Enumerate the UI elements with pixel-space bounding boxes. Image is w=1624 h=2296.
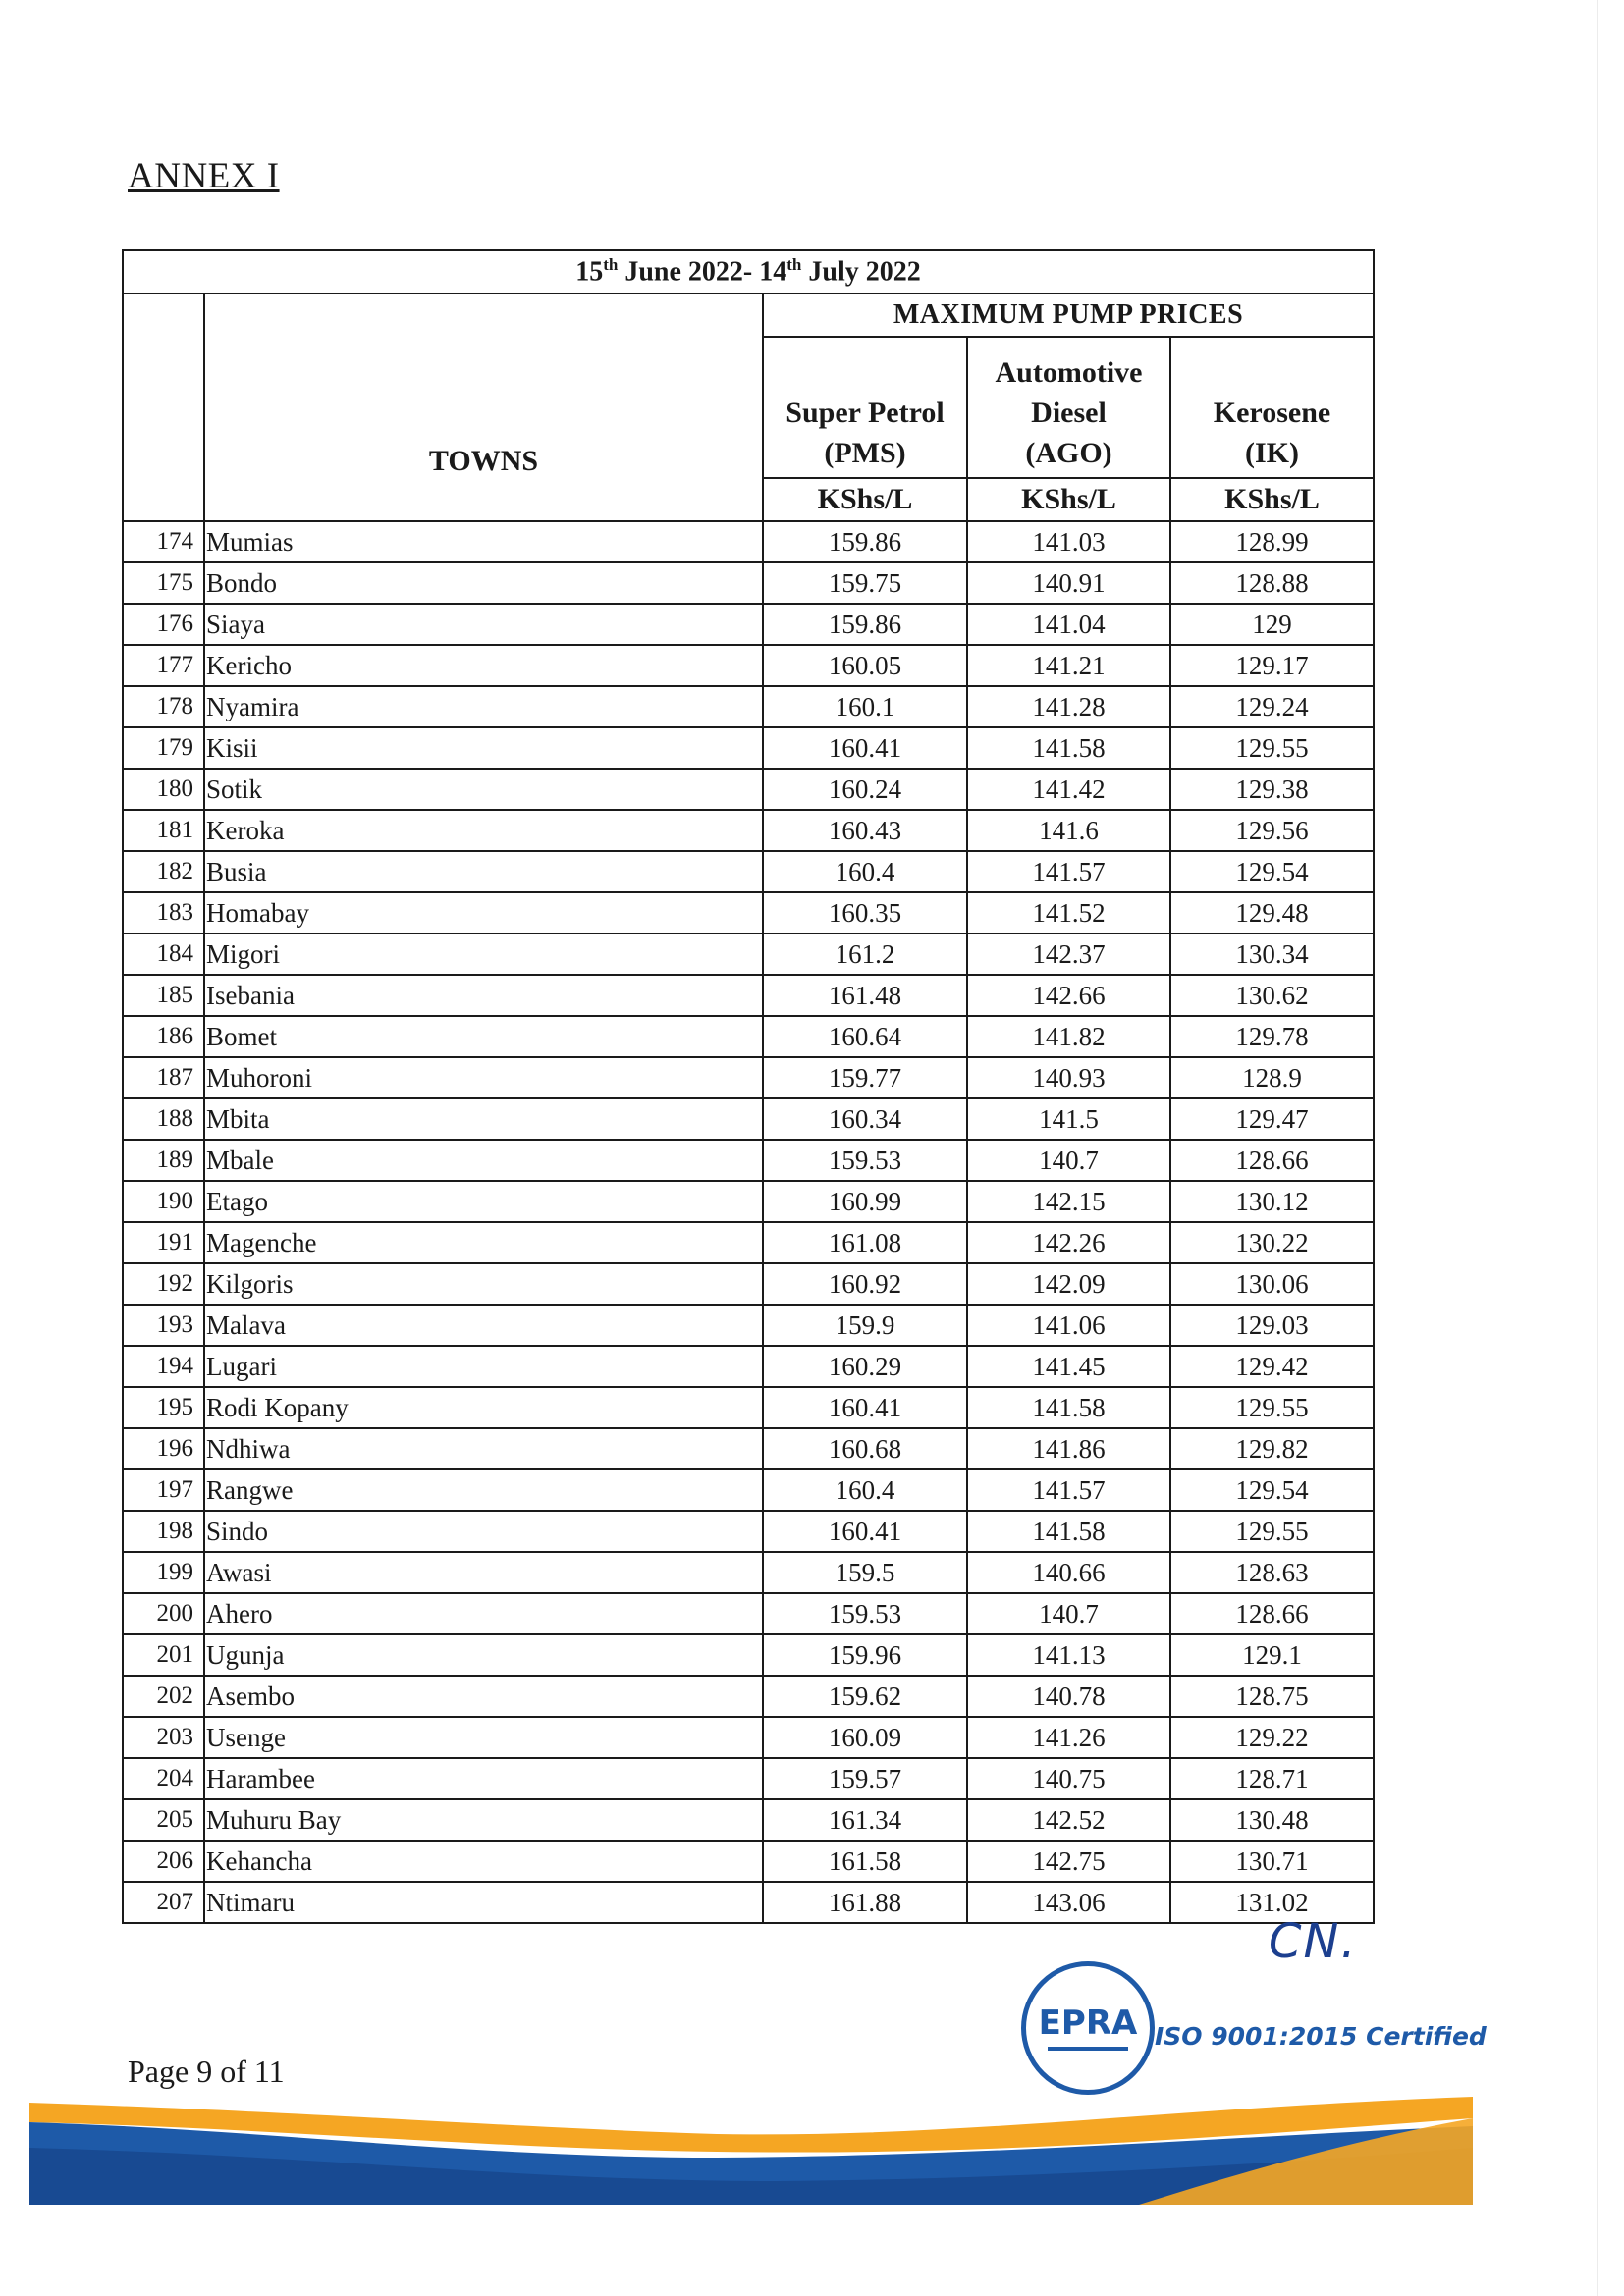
row-number: 177 [123,645,204,686]
price-pms: 159.86 [763,521,967,562]
price-ik: 131.02 [1170,1882,1374,1923]
price-pms: 159.75 [763,562,967,604]
price-pms: 161.48 [763,975,967,1016]
product-ik-line2: Kerosene [1213,397,1331,429]
price-pms: 160.34 [763,1098,967,1140]
product-header-ago [967,337,1170,478]
table-row [123,1717,1374,1758]
scan-edge [1597,0,1598,2296]
row-number: 199 [123,1552,204,1593]
price-ik: 129.42 [1170,1346,1374,1387]
table-row [123,1511,1374,1552]
price-ik: 130.22 [1170,1222,1374,1263]
towns-header: TOWNS [204,294,763,521]
price-ago: 141.58 [967,727,1170,769]
price-ago: 142.66 [967,975,1170,1016]
table-row [123,1057,1374,1098]
town-name: Muhuru Bay [204,1799,763,1841]
row-number: 197 [123,1469,204,1511]
row-number: 182 [123,851,204,892]
price-pms: 159.62 [763,1676,967,1717]
row-number: 192 [123,1263,204,1305]
row-number: 203 [123,1717,204,1758]
price-ik: 130.12 [1170,1181,1374,1222]
town-name: Busia [204,851,763,892]
product-header-pms [763,337,967,478]
footer-wave-graphic [29,2079,1483,2216]
price-pms: 159.9 [763,1305,967,1346]
table-row [123,975,1374,1016]
price-pms: 159.86 [763,604,967,645]
price-pms: 161.58 [763,1841,967,1882]
table-row [123,1263,1374,1305]
price-ago: 141.03 [967,521,1170,562]
table-row [123,1387,1374,1428]
price-ago: 140.7 [967,1140,1170,1181]
town-name: Bondo [204,562,763,604]
row-number: 195 [123,1387,204,1428]
table-row [123,1305,1374,1346]
town-name: Keroka [204,810,763,851]
price-ik: 128.88 [1170,562,1374,604]
price-ago: 142.52 [967,1799,1170,1841]
row-number: 175 [123,562,204,604]
price-ik: 130.62 [1170,975,1374,1016]
town-name: Asembo [204,1676,763,1717]
price-ago: 141.5 [967,1098,1170,1140]
price-ik: 129.54 [1170,851,1374,892]
table-row [123,1098,1374,1140]
row-number: 202 [123,1676,204,1717]
table-row [123,1469,1374,1511]
price-ik: 129.17 [1170,645,1374,686]
town-name: Isebania [204,975,763,1016]
table-row [123,1799,1374,1841]
row-number: 184 [123,934,204,975]
town-name: Kilgoris [204,1263,763,1305]
table-row [123,769,1374,810]
town-name: Magenche [204,1222,763,1263]
row-number: 196 [123,1428,204,1469]
table-row [123,1552,1374,1593]
period-start-day: 15 [575,256,604,288]
town-name: Mumias [204,521,763,562]
price-ago: 141.28 [967,686,1170,727]
price-pms: 160.99 [763,1181,967,1222]
town-name: Ndhiwa [204,1428,763,1469]
town-name: Sindo [204,1511,763,1552]
row-number: 178 [123,686,204,727]
logo-underline [1048,2047,1128,2051]
table-row [123,851,1374,892]
page-number: Page 9 of 11 [128,2054,285,2089]
town-name: Malava [204,1305,763,1346]
town-name: Sotik [204,769,763,810]
unit-header-ago: KShs/L [967,478,1170,521]
table-row [123,1140,1374,1181]
row-number: 179 [123,727,204,769]
price-ik: 128.71 [1170,1758,1374,1799]
product-pms-line3: (PMS) [824,437,906,469]
row-number: 186 [123,1016,204,1057]
table-row [123,1634,1374,1676]
price-pms: 160.1 [763,686,967,727]
price-pms: 159.57 [763,1758,967,1799]
price-ago: 141.26 [967,1717,1170,1758]
table-row [123,1841,1374,1882]
product-pms-line2: Super Petrol [785,397,945,429]
town-name: Ugunja [204,1634,763,1676]
epra-logo [1021,1961,1155,2095]
price-pms: 159.96 [763,1634,967,1676]
price-ago: 141.21 [967,645,1170,686]
price-ago: 142.15 [967,1181,1170,1222]
price-pms: 161.88 [763,1882,967,1923]
price-ago: 141.58 [967,1387,1170,1428]
table-row [123,1593,1374,1634]
town-name: Usenge [204,1717,763,1758]
price-ago: 141.82 [967,1016,1170,1057]
price-pms: 160.35 [763,892,967,934]
town-name: Rangwe [204,1469,763,1511]
table-row [123,1882,1374,1923]
unit-header-pms: KShs/L [763,478,967,521]
product-header-ik [1170,337,1374,478]
price-ik: 128.66 [1170,1140,1374,1181]
unit-header-ik: KShs/L [1170,478,1374,521]
price-ik: 128.66 [1170,1593,1374,1634]
town-name: Nyamira [204,686,763,727]
town-name: Bomet [204,1016,763,1057]
price-pms: 161.08 [763,1222,967,1263]
table-row [123,1016,1374,1057]
price-ik: 130.71 [1170,1841,1374,1882]
town-name: Lugari [204,1346,763,1387]
pricing-period [123,250,1374,294]
table-row [123,1181,1374,1222]
price-ik: 130.06 [1170,1263,1374,1305]
table-row [123,1428,1374,1469]
price-ik: 129.56 [1170,810,1374,851]
price-ago: 141.57 [967,1469,1170,1511]
price-ik: 129.47 [1170,1098,1374,1140]
row-number: 190 [123,1181,204,1222]
price-pms: 159.53 [763,1140,967,1181]
town-name: Harambee [204,1758,763,1799]
town-name: Homabay [204,892,763,934]
row-number: 194 [123,1346,204,1387]
price-ago: 141.86 [967,1428,1170,1469]
price-ik: 129.24 [1170,686,1374,727]
product-ik-line3: (IK) [1245,437,1299,469]
price-ago: 143.06 [967,1882,1170,1923]
price-ago: 141.06 [967,1305,1170,1346]
town-name: Kehancha [204,1841,763,1882]
price-ago: 141.57 [967,851,1170,892]
row-number: 176 [123,604,204,645]
row-number: 188 [123,1098,204,1140]
price-ik: 129.55 [1170,1511,1374,1552]
table-row [123,934,1374,975]
row-number: 181 [123,810,204,851]
row-number: 198 [123,1511,204,1552]
town-name: Awasi [204,1552,763,1593]
table-row [123,1346,1374,1387]
price-pms: 159.77 [763,1057,967,1098]
row-number-header [123,294,204,521]
iso-certification-text: ISO 9001:2015 Certified [1155,2022,1487,2051]
period-start-rest: June 2022- [618,256,760,288]
price-ik: 129.22 [1170,1717,1374,1758]
product-ago-line2: Diesel [1031,397,1107,429]
price-ik: 129.1 [1170,1634,1374,1676]
town-name: Kericho [204,645,763,686]
price-ago: 141.58 [967,1511,1170,1552]
price-ago: 141.6 [967,810,1170,851]
price-ago: 140.93 [967,1057,1170,1098]
row-number: 174 [123,521,204,562]
price-ago: 141.45 [967,1346,1170,1387]
price-ik: 129.48 [1170,892,1374,934]
max-pump-prices-header: MAXIMUM PUMP PRICES [763,294,1374,337]
period-start-suffix: th [603,255,619,275]
price-ik: 129.55 [1170,1387,1374,1428]
price-pms: 160.41 [763,727,967,769]
price-pms: 160.41 [763,1511,967,1552]
town-name: Siaya [204,604,763,645]
price-ago: 140.91 [967,562,1170,604]
price-pms: 160.43 [763,810,967,851]
table-row [123,1758,1374,1799]
pump-price-table [122,249,1375,1924]
price-pms: 159.5 [763,1552,967,1593]
price-pms: 160.64 [763,1016,967,1057]
row-number: 205 [123,1799,204,1841]
table-row [123,645,1374,686]
price-ik: 128.99 [1170,521,1374,562]
price-pms: 160.24 [763,769,967,810]
price-ago: 140.78 [967,1676,1170,1717]
price-ik: 129.54 [1170,1469,1374,1511]
table-row [123,686,1374,727]
row-number: 206 [123,1841,204,1882]
epra-logo-text: EPRA [1038,2003,1138,2043]
price-ik: 128.75 [1170,1676,1374,1717]
price-ik: 130.34 [1170,934,1374,975]
price-ik: 129.78 [1170,1016,1374,1057]
row-number: 201 [123,1634,204,1676]
town-name: Mbita [204,1098,763,1140]
price-ago: 141.42 [967,769,1170,810]
price-ago: 140.75 [967,1758,1170,1799]
table-row [123,727,1374,769]
price-ago: 142.37 [967,934,1170,975]
town-name: Rodi Kopany [204,1387,763,1428]
handwritten-initials: CN. [1269,1914,1358,1969]
price-ik: 129 [1170,604,1374,645]
price-pms: 161.34 [763,1799,967,1841]
town-name: Ntimaru [204,1882,763,1923]
period-end-day: 14 [759,256,787,288]
row-number: 200 [123,1593,204,1634]
period-end-suffix: th [786,255,802,275]
row-number: 191 [123,1222,204,1263]
price-ago: 142.26 [967,1222,1170,1263]
price-ik: 128.63 [1170,1552,1374,1593]
price-ago: 140.7 [967,1593,1170,1634]
price-pms: 160.09 [763,1717,967,1758]
price-pms: 160.4 [763,851,967,892]
town-name: Kisii [204,727,763,769]
price-pms: 161.2 [763,934,967,975]
price-ik: 129.03 [1170,1305,1374,1346]
table-row [123,892,1374,934]
price-ik: 129.82 [1170,1428,1374,1469]
price-ago: 141.04 [967,604,1170,645]
price-pms: 160.68 [763,1428,967,1469]
row-number: 207 [123,1882,204,1923]
row-number: 193 [123,1305,204,1346]
row-number: 187 [123,1057,204,1098]
product-ago-line3: (AGO) [1025,437,1112,469]
price-pms: 159.53 [763,1593,967,1634]
price-pms: 160.05 [763,645,967,686]
price-ik: 128.9 [1170,1057,1374,1098]
price-pms: 160.29 [763,1346,967,1387]
town-name: Ahero [204,1593,763,1634]
price-ik: 130.48 [1170,1799,1374,1841]
price-ago: 142.09 [967,1263,1170,1305]
town-name: Muhoroni [204,1057,763,1098]
table-row [123,604,1374,645]
price-pms: 160.92 [763,1263,967,1305]
price-pms: 160.41 [763,1387,967,1428]
town-name: Mbale [204,1140,763,1181]
table-row [123,810,1374,851]
price-ik: 129.55 [1170,727,1374,769]
table-row [123,1222,1374,1263]
table-row [123,521,1374,562]
row-number: 189 [123,1140,204,1181]
price-ago: 141.13 [967,1634,1170,1676]
price-ago: 140.66 [967,1552,1170,1593]
price-ik: 129.38 [1170,769,1374,810]
town-name: Migori [204,934,763,975]
period-end-rest: July 2022 [801,256,921,288]
price-pms: 160.4 [763,1469,967,1511]
table-row [123,1676,1374,1717]
row-number: 183 [123,892,204,934]
price-ago: 141.52 [967,892,1170,934]
town-name: Etago [204,1181,763,1222]
table-row [123,562,1374,604]
row-number: 204 [123,1758,204,1799]
row-number: 180 [123,769,204,810]
row-number: 185 [123,975,204,1016]
price-ago: 142.75 [967,1841,1170,1882]
product-ago-line1: Automotive [995,356,1143,389]
annex-title: ANNEX I [128,156,280,196]
